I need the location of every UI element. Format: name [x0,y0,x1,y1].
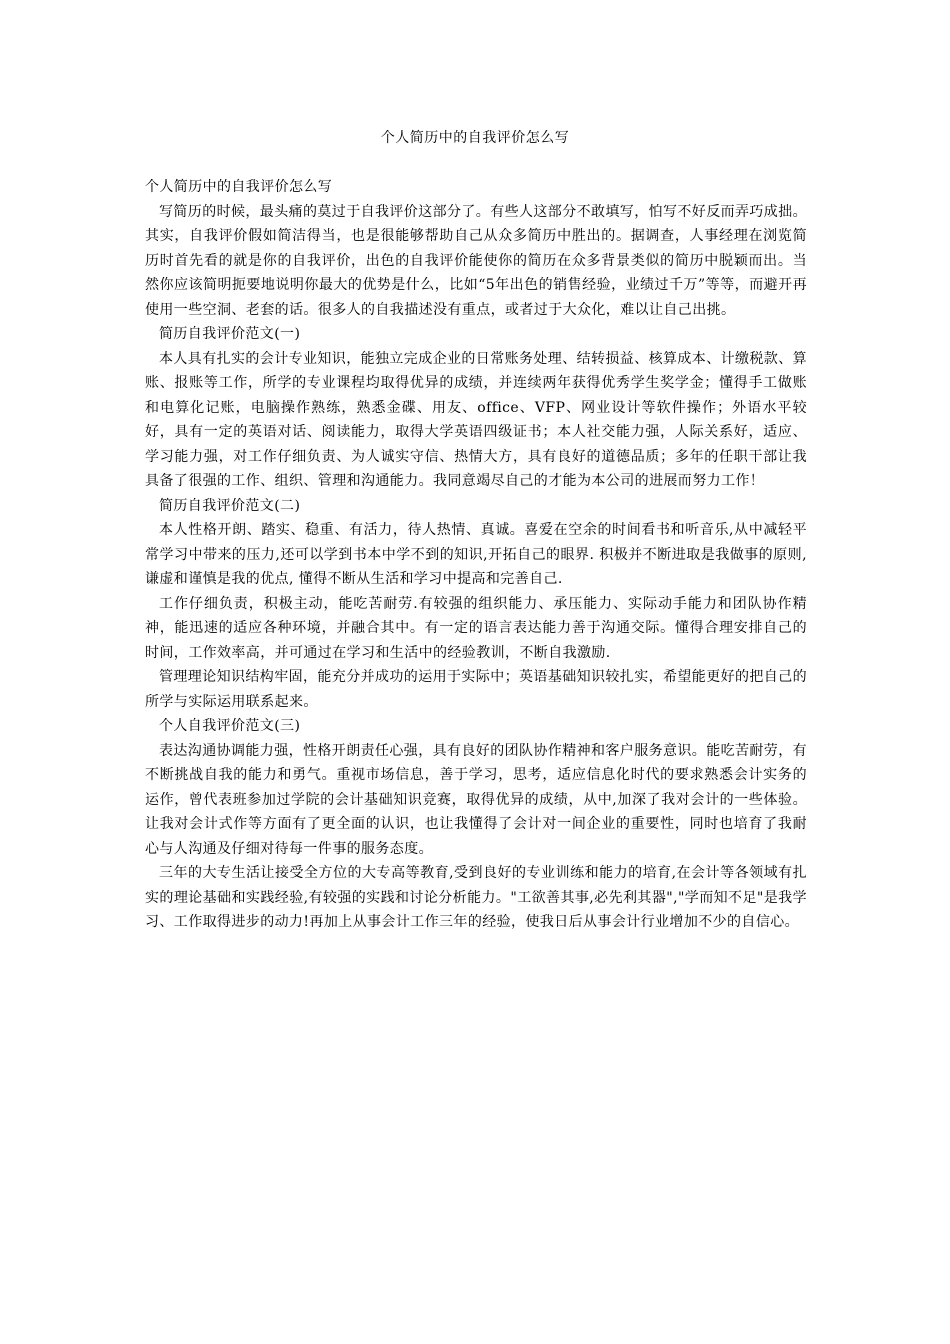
section-heading-1: 简历自我评价范文(一) [159,326,301,342]
section-2-paragraph-1: 本人性格开朗、踏实、稳重、有活力，待人热情、真诚。喜爱在空余的时间看书和听音乐,从中减轻平常学习中带来的压力,还可以学到书本中学不到的知识,开拓自己的眼界. 积极并不断进取是我做事的原则,谦虚和谨慎是我的优点, 懂得不断从生活和学习中提高和完善自己. [145,522,807,587]
document-title: 个人简历中的自我评价怎么写 [380,130,570,146]
section-3-paragraph-1: 表达沟通协调能力强，性格开朗责任心强，具有良好的团队协作精神和客户服务意识。能吃苦耐劳，有不断挑战自我的能力和勇气。重视市场信息，善于学习，思考，适应信息化时代的要求熟悉会计实务的运作，曾代表班参加过学院的会计基础知识竞赛，取得优异的成绩，从中,加深了我对会计的一些体验。让我对会计式作等方面有了更全面的认识，也让我懂得了会计对一间企业的重要性，同时也培育了我耐心与人沟通及仔细对待每一件事的服务态度。 [145,742,807,857]
intro-paragraph: 写简历的时候，最头痛的莫过于自我评价这部分了。有些人这部分不敢填写，怕写不好反而弄巧成拙。其实，自我评价假如简洁得当，也是很能够帮助自己从众多简历中胜出的。据调查，人事经理在浏览简历时首先看的就是你的自我评价，出色的自我评价能使你的简历在众多背景类似的简历中脱颖而出。当然你应该简明扼要地说明你最大的优势是什么，比如“5年出色的销售经验，业绩过千万”等等，而避开再使用一些空洞、老套的话。很多人的自我描述没有重点，或者过于大众化，难以让自己出挑。 [145,203,807,318]
section-heading-3: 个人自我评价范文(三) [159,718,301,734]
section-2-paragraph-3: 管理理论知识结构牢固，能充分并成功的运用于实际中；英语基础知识较扎实，希望能更好的把自己的所学与实际运用联系起来。 [145,669,807,710]
subtitle-line: 个人简历中的自我评价怎么写 [145,179,333,195]
section-1-paragraph: 本人具有扎实的会计专业知识，能独立完成企业的日常账务处理、结转损益、核算成本、计缴税款、算账、报账等工作，所学的专业课程均取得优异的成绩，并连续两年获得优秀学生奖学金；懂得手工做账和电算化记账，电脑操作熟练，熟悉金碟、用友、office、VFP、网业设计等软件操作；外语水平较好，具有一定的英语对话、阅读能力，取得大学英语四级证书；本人社交能力强，人际关系好，适应、学习能力强，对工作仔细负责、为人诚实守信、热情大方，具有良好的道德品质；多年的任职干部让我具备了很强的工作、组织、管理和沟通能力。我同意竭尽自己的才能为本公司的进展而努力工作！ [145,350,807,489]
section-3-paragraph-2: 三年的大专生活让接受全方位的大专高等教育,受到良好的专业训练和能力的培育,在会计等各领域有扎实的理论基础和实践经验,有较强的实践和讨论分析能力。"工欲善其事,必先利其器","学而知不足"是我学习、工作取得进步的动力!再加上从事会计工作三年的经验，使我日后从事会计行业增加不少的自信心。 [145,865,807,930]
document-body [145,175,807,935]
section-heading-2: 简历自我评价范文(二) [159,497,301,514]
section-2-paragraph-2: 工作仔细负责，积极主动，能吃苦耐劳.有较强的组织能力、承压能力、实际动手能力和团队协作精神，能迅速的适应各种环境，并融合其中。有一定的语言表达能力善于沟通交际。懂得合理安排自己的时间，工作效率高，并可通过在学习和生活中的经验教训，不断自我激励. [145,595,807,661]
